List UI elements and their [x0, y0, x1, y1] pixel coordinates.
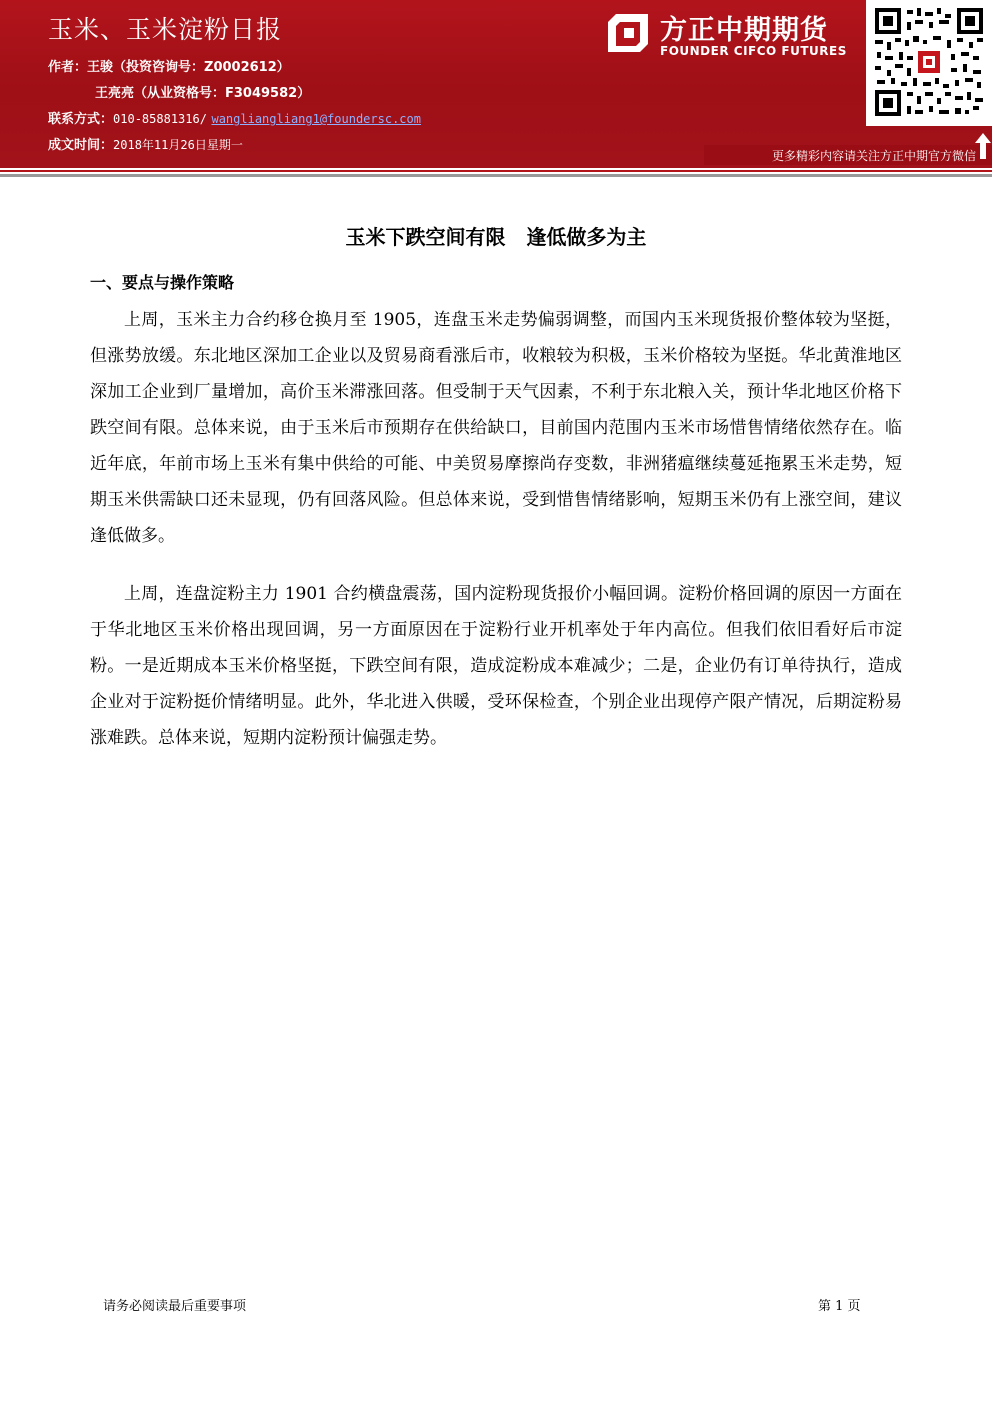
- author-line-2: [95, 82, 310, 101]
- document-title: 玉米下跌空间有限 逢低做多为主: [345, 225, 647, 249]
- logo-english-text: FOUNDER CIFCO FUTURES: [660, 44, 847, 58]
- logo-mark-icon: [606, 10, 650, 54]
- wechat-qr-code[interactable]: [866, 0, 992, 126]
- contact-email-link[interactable]: wangliangliang1@foundersc.com: [211, 112, 421, 126]
- contact-line: [48, 108, 421, 127]
- date-label: 成文时间：: [48, 138, 114, 153]
- logo-chinese-text: 方正中期期货: [660, 15, 828, 46]
- footer-notice: 请务必阅读最后重要事项: [103, 1299, 247, 1314]
- wechat-follow-bar: [704, 145, 992, 165]
- report-header: [0, 0, 992, 168]
- date-value: 2018年11月26日星期一: [113, 138, 243, 152]
- contact-label: 联系方式：: [48, 112, 114, 127]
- author-1: 王骏（投资咨询号：Z0002612）: [87, 60, 290, 75]
- starch-paragraph: 上周，连盘淀粉主力 1901 合约横盘震荡，国内淀粉现货报价小幅回调。淀粉价格回调的原因一方面在于华北地区玉米价格出现回调，另一方面原因在于淀粉行业开机率处于年内高位。但我们依旧看好后市淀粉。一是近期成本玉米价格坚挺，下跌空间有限，造成淀粉成本难减少；二是，企业仍有订单待执行，造成企业对于淀粉挺价情绪明显。此外，华北进入供暖，受环保检查，个别企业出现停产限产情况，后期淀粉易涨难跌。总体来说，短期内淀粉预计偏强走势。: [90, 584, 902, 748]
- header-divider-gray: [0, 174, 992, 177]
- header-divider-red: [0, 170, 992, 172]
- qr-code-icon: [873, 6, 985, 118]
- date-line: [48, 134, 243, 153]
- author-line-1: [48, 56, 290, 75]
- author-2: 王亮亮（从业资格号：F3049582）: [95, 86, 311, 101]
- contact-phone: 010-85881316/: [113, 112, 207, 126]
- page-number: 第 1 页: [818, 1299, 861, 1314]
- up-arrow-icon: [975, 133, 991, 159]
- corn-paragraph: 上周，玉米主力合约移仓换月至 1905，连盘玉米走势偏弱调整，而国内玉米现货报价整体较为坚挺，但涨势放缓。东北地区深加工企业以及贸易商看涨后市，收粮较为积极，玉米价格较为坚挺。华北黄淮地区深加工企业到厂量增加，高价玉米滞涨回落。但受制于天气因素，不利于东北粮入关，预计华北地区价格下跌空间有限。总体来说，由于玉米后市预期存在供给缺口，目前国内范围内玉米市场惜售情绪依然存在。临近年底，年前市场上玉米有集中供给的可能、中美贸易摩擦尚存变数，非洲猪瘟继续蔓延拖累玉米走势，短期玉米供需缺口还未显现，仍有回落风险。但总体来说，受到惜售情绪影响，短期玉米仍有上涨空间，建议逢低做多。: [90, 310, 902, 546]
- report-title: 玉米、玉米淀粉日报: [48, 15, 283, 44]
- section-heading: 一、要点与操作策略: [90, 273, 235, 292]
- author-label: 作者：: [48, 60, 88, 75]
- wechat-follow-text: 更多精彩内容请关注方正中期官方微信: [771, 149, 976, 163]
- founder-cifco-logo: [606, 8, 861, 64]
